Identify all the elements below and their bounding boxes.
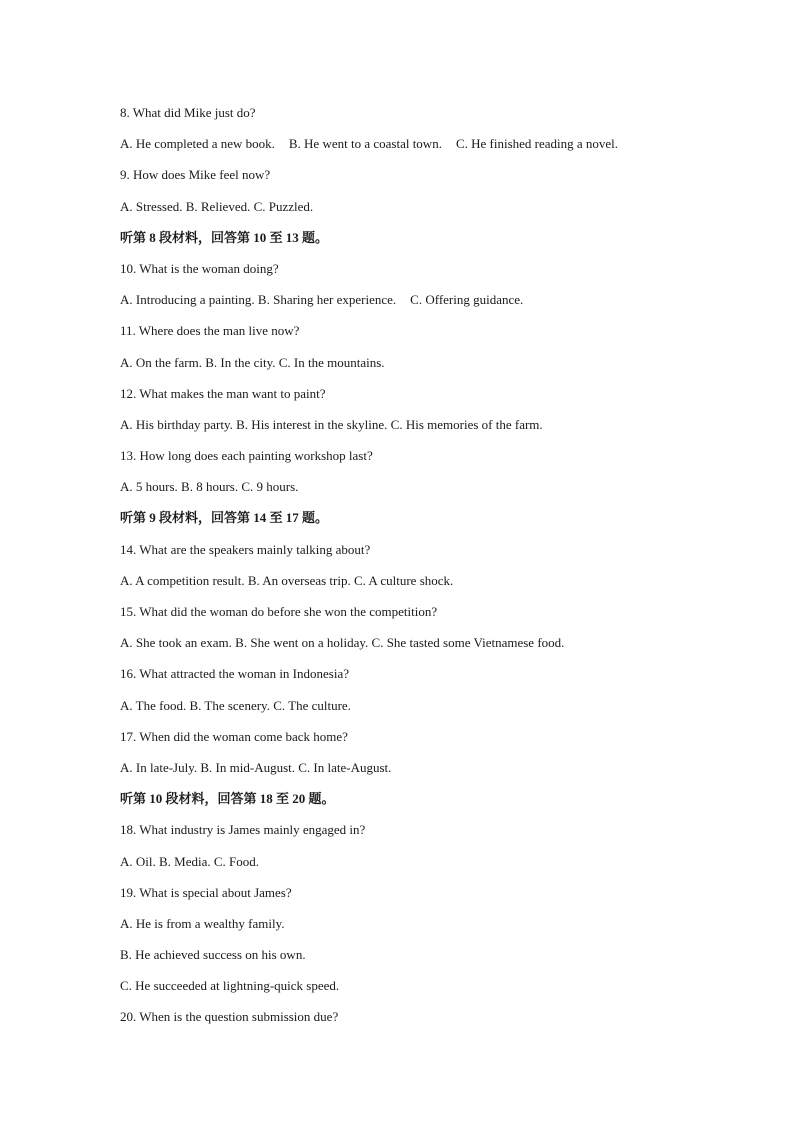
answer-option: A. His birthday party. B. His interest in the skyline. C. His memories of the farm.	[120, 416, 543, 432]
answer-option: A. She took an exam. B. She went on a holiday. C. She tasted some Vietnamese food.	[120, 635, 565, 651]
answer-option: A. Introducing a painting. B. Sharing her experience.	[120, 292, 397, 308]
answer-option: A. On the farm. B. In the city. C. In the mountains.	[120, 354, 385, 370]
question-text: 12. What makes the man want to paint?	[120, 385, 326, 401]
answer-options	[120, 414, 720, 445]
question-text: 9. How does Mike feel now?	[120, 167, 271, 183]
answer-option: A. In late-July. B. In mid-August. C. In late-August.	[120, 759, 392, 775]
answer-options	[120, 757, 720, 788]
document-page	[120, 102, 720, 1038]
answer-options	[120, 133, 720, 164]
question-text: 19. What is special about James?	[120, 884, 292, 900]
question-text: 10. What is the woman doing?	[120, 260, 279, 276]
answer-options	[120, 851, 720, 882]
answer-option: A. Oil. B. Media. C. Food.	[120, 853, 260, 869]
question-text: 20. When is the question submission due?	[120, 1009, 339, 1025]
question-text: 13. How long does each painting workshop last?	[120, 448, 373, 464]
section-heading: 听第 10 段材料，回答第 18 至 20 题。	[120, 791, 335, 807]
answer-options	[120, 913, 720, 944]
answer-option: A. The food. B. The scenery. C. The culture.	[120, 697, 351, 713]
answer-options	[120, 476, 720, 507]
answer-options	[120, 196, 720, 227]
answer-option: C. Offering guidance.	[410, 292, 524, 308]
answer-option: A. Stressed. B. Relieved. C. Puzzled.	[120, 198, 314, 214]
question-text: 17. When did the woman come back home?	[120, 728, 348, 744]
answer-option: A. He is from a wealthy family.	[120, 915, 285, 931]
question-text: 15. What did the woman do before she won the competition?	[120, 604, 438, 619]
answer-option: A. He completed a new book.	[120, 136, 275, 152]
answer-option: C. He finished reading a novel.	[455, 136, 619, 152]
question-text: 11. Where does the man live now?	[120, 323, 300, 339]
answer-options	[120, 695, 720, 726]
question-text: 14. What are the speakers mainly talking about?	[120, 541, 371, 557]
answer-option: B. He achieved success on his own.	[120, 947, 306, 963]
answer-options	[120, 570, 720, 601]
answer-options	[120, 289, 720, 320]
question-text: 16. What attracted the woman in Indonesia?	[120, 666, 349, 682]
question-text: 8. What did Mike just do?	[120, 105, 256, 120]
section-heading: 听第 9 段材料，回答第 14 至 17 题。	[120, 510, 329, 526]
answer-option: B. He went to a coastal town.	[288, 136, 442, 152]
answer-options	[120, 352, 720, 383]
section-heading: 听第 8 段材料，回答第 10 至 13 题。	[120, 229, 329, 245]
question-text: 18. What industry is James mainly engaged in?	[120, 822, 366, 838]
answer-option: A. 5 hours. B. 8 hours. C. 9 hours.	[120, 479, 299, 495]
answer-option: A. A competition result. B. An overseas trip. C. A culture shock.	[120, 572, 454, 588]
answer-options	[120, 975, 720, 1006]
answer-options	[120, 944, 720, 975]
answer-option: C. He succeeded at lightning-quick speed.	[120, 978, 340, 994]
answer-options	[120, 632, 720, 663]
